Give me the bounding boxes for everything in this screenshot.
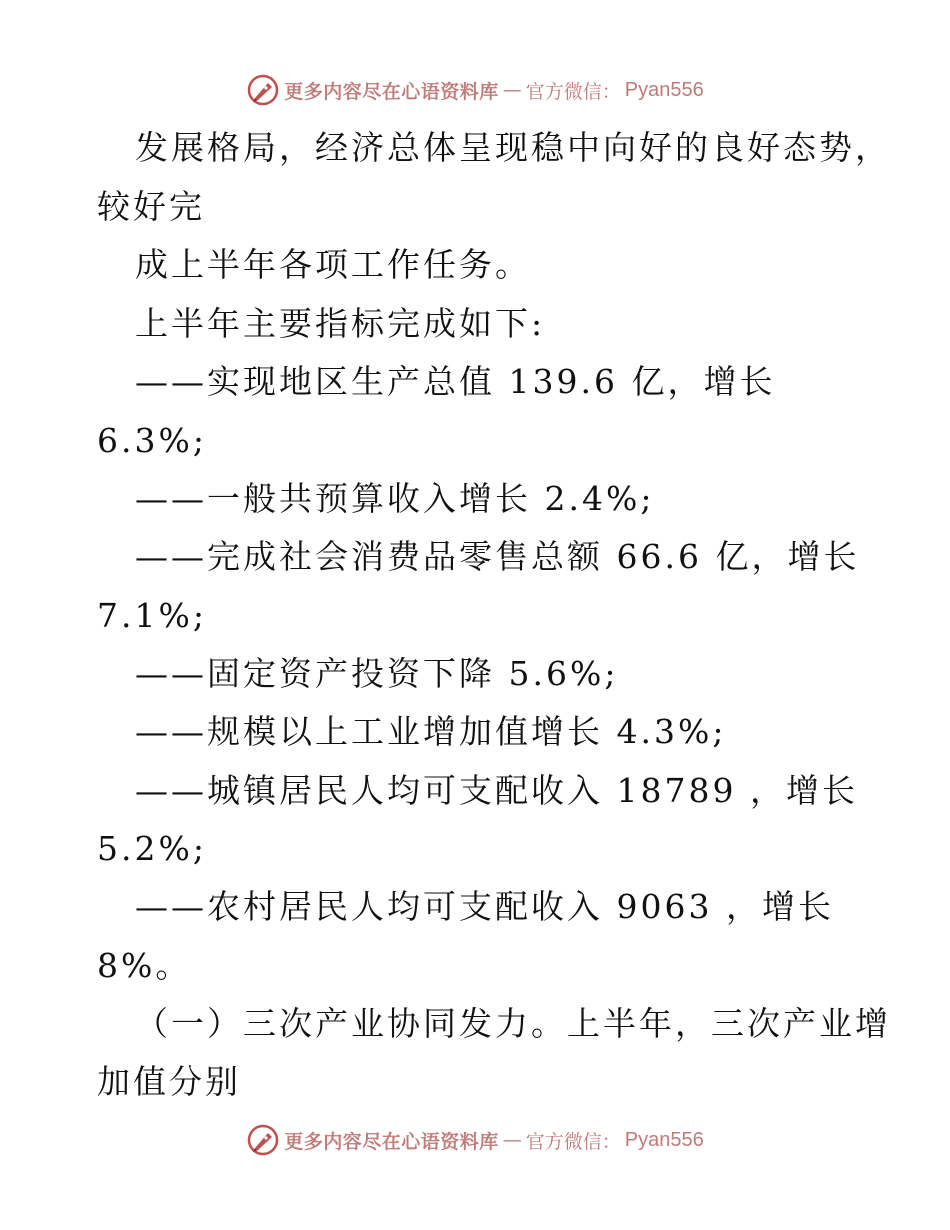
indicator-line: ——农村居民人均可支配收入 9063 ，增长 (135, 887, 834, 926)
banner-dash: — (502, 79, 522, 101)
indicator-line: ——完成社会消费品零售总额 66.6 亿，增长 (135, 537, 860, 576)
indicator-line: ——城镇居民人均可支配收入 18789 ，增长 (135, 771, 858, 810)
banner-title: 更多内容尽在心语资料库 (284, 80, 499, 103)
indicator-line: 7.1%; (97, 596, 207, 635)
section-heading-line: （一）三次产业协同发力。上半年，三次产业增 (135, 1004, 891, 1043)
banner-contact-id: Pyan556 (624, 78, 704, 101)
paragraph-line: 较好完 (97, 187, 205, 226)
pen-nib-logo-icon (246, 73, 280, 107)
banner-dash: — (502, 1129, 522, 1151)
header-banner (0, 70, 950, 110)
paragraph-line: 加值分别 (97, 1062, 241, 1101)
indicator-line: 5.2%; (97, 829, 207, 868)
indicator-line: ——规模以上工业增加值增长 4.3%; (135, 712, 727, 751)
banner-contact-id: Pyan556 (624, 1128, 704, 1151)
banner-contact-label: 官方微信： (525, 80, 621, 103)
paragraph-line: 发展格局，经济总体呈现稳中向好的良好态势， (135, 128, 891, 167)
indicator-line: 6.3%; (97, 421, 207, 460)
indicator-line: ——实现地区生产总值 139.6 亿，增长 (135, 362, 776, 401)
indicator-line: ——固定资产投资下降 5.6%; (135, 654, 619, 693)
paragraph-line: 上半年主要指标完成如下: (135, 304, 546, 343)
paragraph-line: 成上半年各项工作任务。 (135, 245, 531, 284)
indicator-line: ——一般共预算收入增长 2.4%; (135, 479, 655, 518)
footer-banner (0, 1120, 950, 1160)
pen-nib-logo-icon (246, 1123, 280, 1157)
banner-title: 更多内容尽在心语资料库 (284, 1130, 499, 1153)
banner-contact-label: 官方微信： (525, 1130, 621, 1153)
indicator-line: 8%。 (97, 946, 192, 985)
